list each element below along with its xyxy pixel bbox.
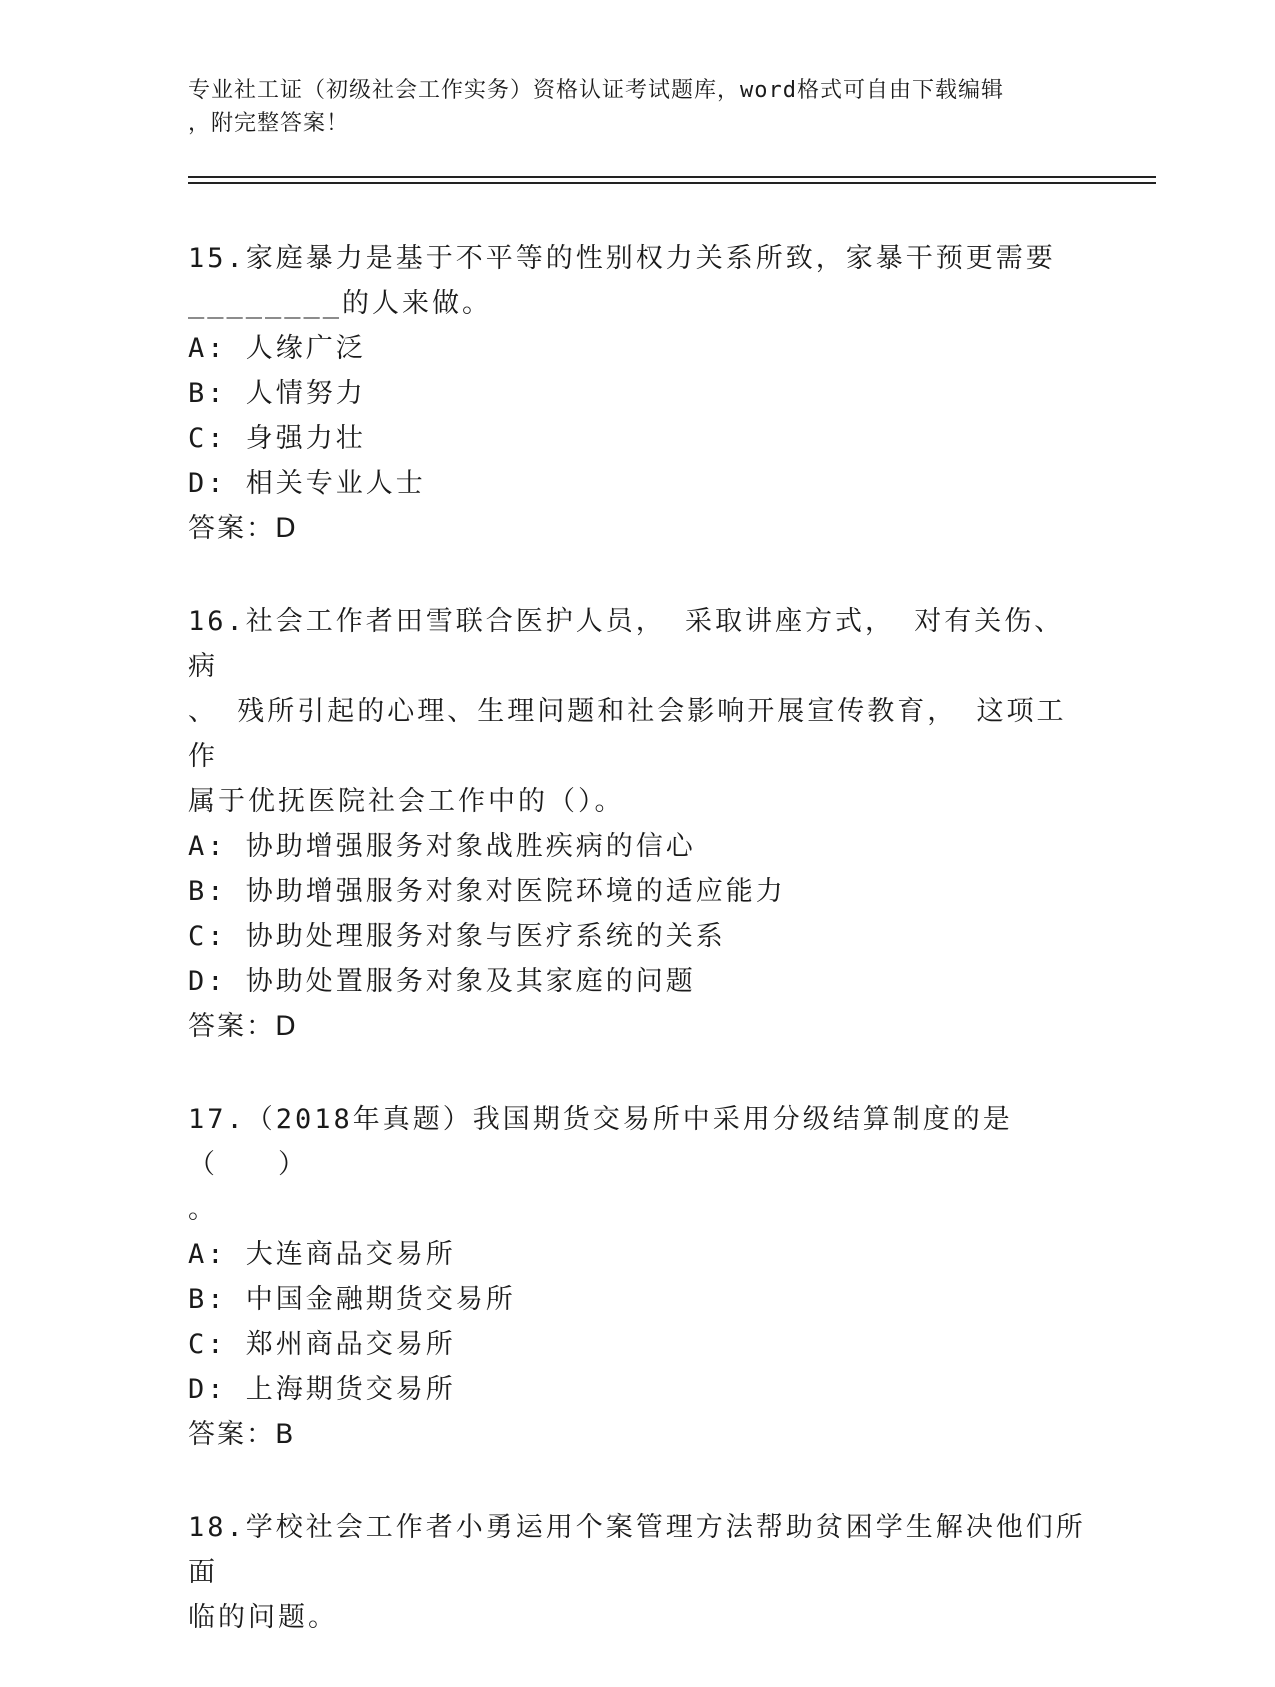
option-d: D: 相关专业人士 <box>188 468 426 499</box>
option-a: A: 大连商品交易所 <box>188 1239 456 1270</box>
option-c: C: 身强力壮 <box>188 423 366 454</box>
question-18 <box>188 1505 1088 1640</box>
option-b: B: 人情努力 <box>188 378 366 409</box>
question-list <box>188 236 1088 1687</box>
question-text-line: 16.社会工作者田雪联合医护人员， 采取讲座方式， 对有关伤、 病 <box>188 606 1065 682</box>
option-a: A: 协助增强服务对象战胜疾病的信心 <box>188 831 696 862</box>
header-rule-bottom <box>188 182 1156 184</box>
option-a: A: 人缘广泛 <box>188 333 366 364</box>
option-c: C: 郑州商品交易所 <box>188 1329 456 1360</box>
question-text-line: 18.学校社会工作者小勇运用个案管理方法帮助贫困学生解决他们所面 <box>188 1512 1086 1588</box>
option-b: B: 协助增强服务对象对医院环境的适应能力 <box>188 876 786 907</box>
answer-line: 答案：B <box>188 1419 296 1450</box>
question-text-line: 17.（2018年真题）我国期货交易所中采用分级结算制度的是（ ） <box>188 1104 1013 1180</box>
answer-line: 答案：D <box>188 1011 298 1042</box>
question-17 <box>188 1097 1088 1458</box>
question-text-line: 、 残所引起的心理、生理问题和社会影响开展宣传教育， 这项工作 <box>188 696 1067 772</box>
question-15 <box>188 236 1088 552</box>
option-d: D: 上海期货交易所 <box>188 1374 456 1405</box>
question-16 <box>188 599 1088 1050</box>
document-header <box>188 74 1078 140</box>
question-text-line: ________的人来做。 <box>188 288 493 319</box>
option-c: C: 协助处理服务对象与医疗系统的关系 <box>188 921 726 952</box>
question-text-line: 。 <box>188 1194 218 1225</box>
header-rule-top <box>188 176 1156 178</box>
option-b: B: 中国金融期货交易所 <box>188 1284 516 1315</box>
option-d: D: 协助处置服务对象及其家庭的问题 <box>188 966 696 997</box>
answer-line: 答案：D <box>188 513 298 544</box>
question-text-line: 属于优抚医院社会工作中的（）。 <box>188 786 625 817</box>
question-text-line: 临的问题。 <box>188 1602 338 1633</box>
question-text-line: 15.家庭暴力是基于不平等的性别权力关系所致，家暴干预更需要 <box>188 243 1056 274</box>
header-line-1: 专业社工证（初级社会工作实务）资格认证考试题库，word格式可自由下载编辑 <box>188 78 1004 103</box>
header-line-2: ，附完整答案！ <box>188 111 350 136</box>
